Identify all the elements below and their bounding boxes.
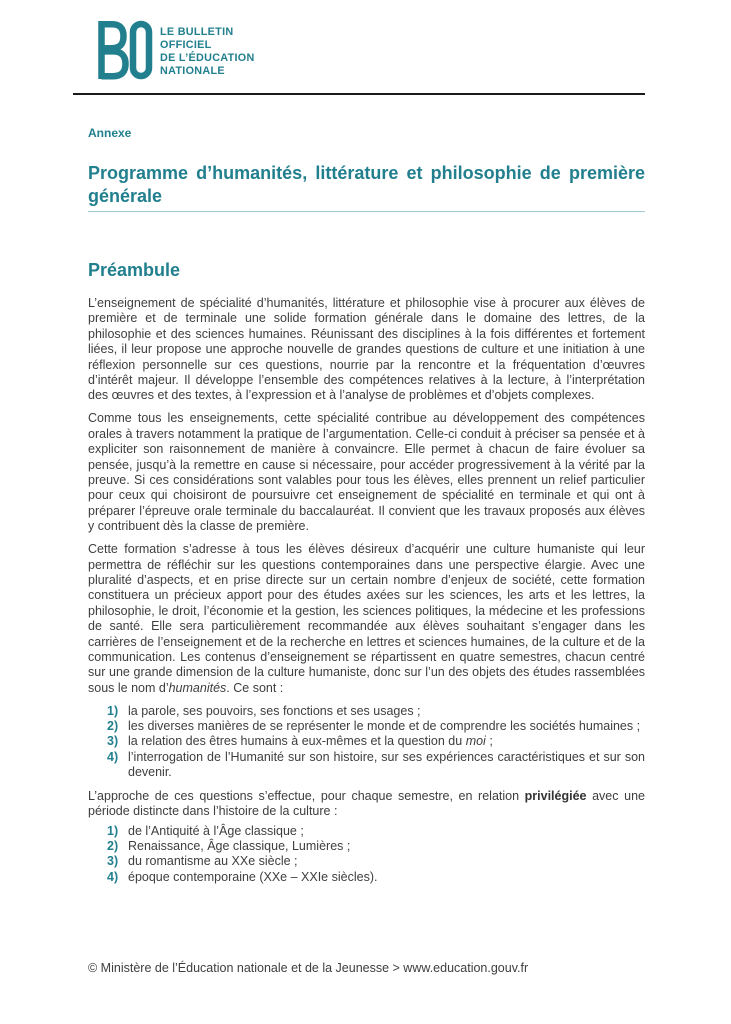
document-title: Programme d’humanités, littérature et philosophie de première générale xyxy=(88,162,645,212)
audience-paragraph xyxy=(88,542,645,696)
logo-line: LE BULLETIN xyxy=(160,26,234,38)
list-item xyxy=(88,704,645,719)
list-number: 3) xyxy=(107,734,119,749)
bold-term: privilégiée xyxy=(524,788,587,803)
list-item xyxy=(88,734,645,749)
list-item xyxy=(88,870,645,885)
periods-list xyxy=(88,824,645,886)
list-item-text: Renaissance, Âge classique, Lumières ; xyxy=(128,838,351,853)
oral-skills-paragraph: Comme tous les enseignements, cette spécialité contribue au développement des compétences orales à travers notamment la pratique de l’argumentation. Celle-ci conduit à préciser sa pensée et à expliciter son raisonnement de manière à convaincre. Elle permet à chacun de faire évoluer sa pensée, jusqu’à la remettre en cause si nécessaire, pour accéder progressivement à la vérité par la preuve. Si ces considérations sont valables pour tous les élèves, elles prennent un relief particulier pour ceux qui choisiront de poursuivre cet enseignement de spécialité en terminale et qui ont à préparer l’épreuve orale terminale du baccalauréat. Il convient que les travaux proposés aux élèves y contribuent dès la classe de première. xyxy=(88,411,645,534)
list-item xyxy=(88,854,645,869)
list-item-text: la parole, ses pouvoirs, ses fonctions et ses usages ; xyxy=(128,703,421,718)
preamble-body xyxy=(88,296,645,885)
list-item xyxy=(88,719,645,734)
paragraph-text: . Ce sont : xyxy=(226,680,284,695)
list-item-text: de l’Antiquité à l’Âge classique ; xyxy=(128,823,304,838)
paragraph-text: L’approche de ces questions s’effectue, pour chaque semestre, en relation xyxy=(88,788,525,803)
list-item-text: l’interrogation de l’Humanité sur son histoire, sur ses expériences caractéristiques et sur son devenir. xyxy=(128,749,645,780)
logo-line: NATIONALE xyxy=(160,64,225,77)
paragraph-text: Cette formation s’adresse à tous les élèves désireux d’acquérir une culture humaniste qui leur permettra de réfléchir sur les questions contemporaines dans une perspective élargie. Avec une pluralité d’aspects, et en prise directe sur un certain nombre d’enjeux de société, cette formation constituera un précieux apport pour des études axées sur les sciences, les arts et les lettres, la philosophie, le droit, l’économie et la gestion, les sciences politiques, la médecine et les professions de santé. Elle sera particulièrement recommandée aux élèves souhaitant s’engager dans les carrières de l’enseignement et de la recherche en lettres et sciences humaines, de la culture et de la communication. Les contenus d’enseignement se répartissent en quatre semestres, chacun centré sur une grande dimension de la culture humaniste, donc sur l’un des objets des études rassemblées sous le nom d’ xyxy=(88,542,645,695)
annexe-label: Annexe xyxy=(88,126,132,140)
approach-paragraph xyxy=(88,789,645,820)
list-number: 2) xyxy=(107,838,119,853)
bo-logo xyxy=(97,0,645,85)
list-number: 3) xyxy=(107,854,119,869)
italic-term: moi xyxy=(465,734,486,749)
ministry-footer: © Ministère de l’Éducation nationale et de la Jeunesse > www.education.gouv.fr xyxy=(88,961,529,975)
list-item-text: du romantisme au XXe siècle ; xyxy=(128,854,298,869)
list-number: 4) xyxy=(107,869,119,884)
list-item xyxy=(88,824,645,839)
intro-paragraph: L’enseignement de spécialité d’humanités, littérature et philosophie vise à procurer aux élèves de première et de terminale une solide formation générale dans le domaine des lettres, de la philosophie et des sciences humaines. Réunissant des disciplines à la fois différentes et fortement liées, il leur propose une approche nouvelle de grandes questions de culture et une initiation à une réflexion personnelle sur ces questions, nourrie par la rencontre et la fréquentation d’œuvres d’intérêt majeur. Il développe l’ensemble des compétences relatives à la lecture, à l’interprétation des œuvres et des textes, à l’expression et à l’analyse de problèmes et d’objets complexes. xyxy=(88,296,645,403)
logo-line: OFFICIEL xyxy=(160,38,212,51)
list-item xyxy=(88,750,645,781)
list-number: 2) xyxy=(107,719,119,734)
preamble-heading: Préambule xyxy=(88,260,181,280)
objects-list xyxy=(88,704,645,781)
logo-line: DE L’ÉDUCATION xyxy=(160,51,255,64)
list-item-text: ; xyxy=(485,734,493,749)
bo-logo-wordmark xyxy=(160,20,255,78)
list-item-text: les diverses manières de se représenter le monde et de comprendre les sociétés humaines ; xyxy=(128,719,641,734)
list-item xyxy=(88,839,645,854)
list-item-text: époque contemporaine (XXe – XXIe siècles). xyxy=(128,869,378,884)
paragraph-text: avec une période distincte dans l’histoire de la culture : xyxy=(88,788,645,819)
italic-term: humanités xyxy=(168,680,227,695)
list-number: 1) xyxy=(107,823,119,838)
bo-logo-icon xyxy=(97,20,153,85)
list-number: 4) xyxy=(107,749,119,764)
header-rule xyxy=(73,93,645,95)
list-item-text: la relation des êtres humains à eux-mêmes et la question du xyxy=(128,734,466,749)
list-number: 1) xyxy=(107,703,119,718)
